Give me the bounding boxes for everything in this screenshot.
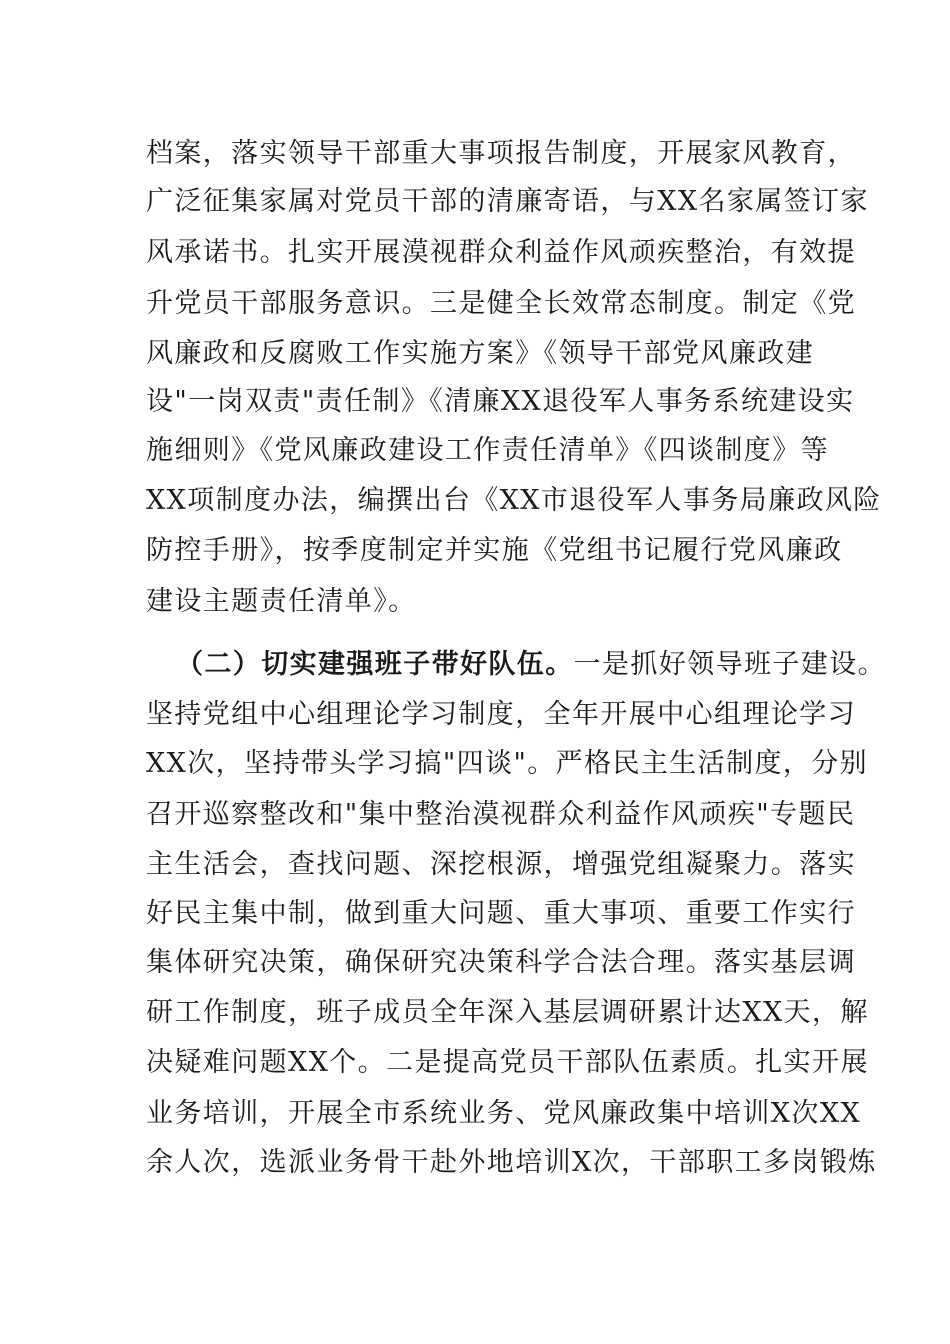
paragraph-line: 坚持党组中心组理论学习制度，全年开展中心组理论学习 [146,699,856,730]
paragraph-line: 广泛征集家属对党员干部的清廉寄语，与XX名家属签订家 [146,186,869,217]
paragraph-line: 建设主题责任清单》。 [146,586,417,617]
paragraph-line: 档案，落实领导干部重大事项报告制度，开展家风教育， [146,138,856,169]
paragraph-line: 好民主集中制，做到重大问题、重大事项、重要工作实行 [146,898,856,929]
paragraph-line: 施细则》《党风廉政建设工作责任清单》《四谈制度》等 [146,435,829,466]
paragraph-line: 升党员干部服务意识。三是健全长效常态制度。制定《党 [146,288,856,319]
paragraph-line: 业务培训，开展全市系统业务、党风廉政集中培训X次XX [146,1098,862,1129]
paragraph-line: XX次，坚持带头学习搞"四谈"。严格民主生活制度，分别 [146,748,869,779]
paragraph-line: XX项制度办法，编撰出台《XX市退役军人事务局廉政风险 [146,485,882,516]
paragraph-line: 风廉政和反腐败工作实施方案》《领导干部党风廉政建 [146,338,815,369]
paragraph-line: 决疑难问题XX个。二是提高党员干部队伍素质。扎实开展 [146,1047,869,1078]
paragraph-line: 风承诺书。扎实开展漠视群众利益作风顽疾整治，有效提 [146,237,856,268]
paragraph-line: 防控手册》，按季度制定并实施《党组书记履行党风廉政 [146,535,843,566]
paragraph-line: 余人次，选派业务骨干赴外地培训X次，干部职工多岗锻炼 [146,1147,877,1178]
paragraph-line: 主生活会，查找问题、深挖根源，增强党组凝聚力。落实 [146,849,856,880]
section-heading-text: 一是抓好领导班子建设。 [573,649,887,680]
section-heading-line [176,648,887,682]
paragraph-line: 研工作制度，班子成员全年深入基层调研累计达XX天，解 [146,997,869,1028]
section-heading: （二）切实建强班子带好队伍。 [176,649,574,680]
paragraph-line: 召开巡察整改和"集中整治漠视群众利益作风顽疾"专题民 [146,799,856,830]
paragraph-line: 集体研究决策，确保研究决策科学合法合理。落实基层调 [146,947,856,978]
paragraph-line: 设"一岗双责"责任制》《清廉XX退役军人事务系统建设实 [146,386,855,417]
